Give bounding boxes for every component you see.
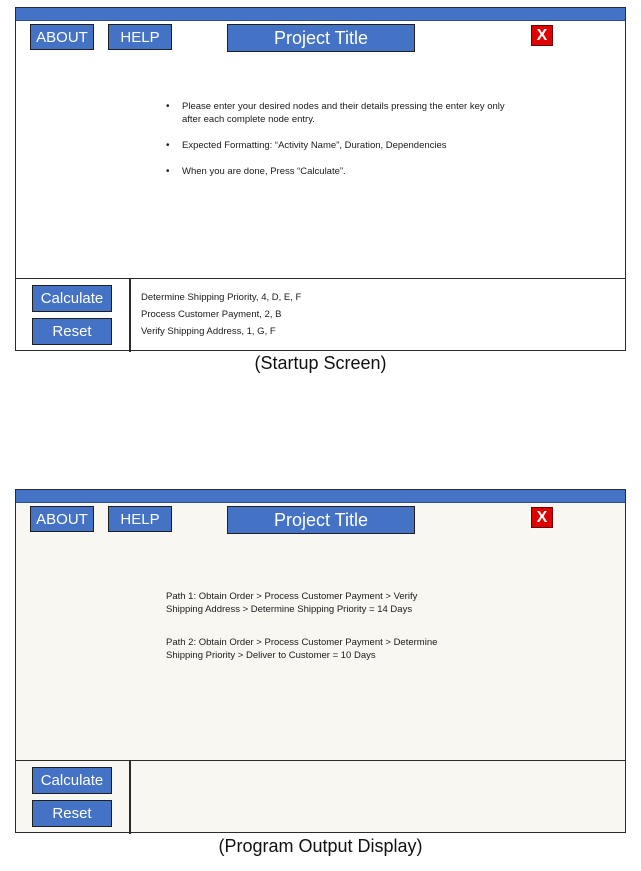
node-entry-textarea[interactable] <box>141 771 621 826</box>
path-result <box>166 636 486 662</box>
path-line: Path 1: Obtain Order > Process Customer Payment > Verify <box>166 591 418 602</box>
bottom-panel <box>16 760 625 834</box>
output-caption: (Program Output Display) <box>218 836 423 856</box>
node-entry-textarea[interactable] <box>141 289 301 340</box>
path-results <box>166 590 486 682</box>
title-bar <box>16 8 625 21</box>
calculate-button[interactable]: Calculate <box>32 285 112 312</box>
path-line: Shipping Priority > Deliver to Customer = 10 Days <box>166 650 376 661</box>
about-button[interactable]: ABOUT <box>30 24 94 50</box>
calculate-button[interactable]: Calculate <box>32 767 112 794</box>
instructions-list <box>166 100 506 191</box>
close-button[interactable]: X <box>531 25 553 46</box>
title-bar <box>16 490 625 503</box>
node-entry-line: Process Customer Payment, 2, B <box>141 309 282 320</box>
startup-window <box>15 7 626 351</box>
instruction-item: • When you are done, Press “Calculate”. <box>166 166 346 177</box>
help-button[interactable]: HELP <box>108 506 172 532</box>
close-button[interactable]: X <box>531 507 553 528</box>
path-result <box>166 590 486 616</box>
startup-caption: (Startup Screen) <box>254 353 387 373</box>
instruction-item: • Please enter your desired nodes and their details pressing the enter key only after each complete node entry. <box>166 101 505 125</box>
path-line: Shipping Address > Determine Shipping Priority = 14 Days <box>166 604 413 615</box>
panel-divider <box>129 761 131 834</box>
help-button[interactable]: HELP <box>108 24 172 50</box>
project-title: Project Title <box>227 24 415 52</box>
node-entry-line: Determine Shipping Priority, 4, D, E, F <box>141 292 302 303</box>
project-title: Project Title <box>227 506 415 534</box>
bottom-panel <box>16 278 625 352</box>
panel-divider <box>129 279 131 352</box>
reset-button[interactable]: Reset <box>32 318 112 345</box>
output-window <box>15 489 626 833</box>
path-line: Path 2: Obtain Order > Process Customer Payment > Determine <box>166 637 438 648</box>
instruction-item: • Expected Formatting: “Activity Name”, Duration, Dependencies <box>166 140 447 151</box>
about-button[interactable]: ABOUT <box>30 506 94 532</box>
reset-button[interactable]: Reset <box>32 800 112 827</box>
node-entry-line: Verify Shipping Address, 1, G, F <box>141 326 276 337</box>
